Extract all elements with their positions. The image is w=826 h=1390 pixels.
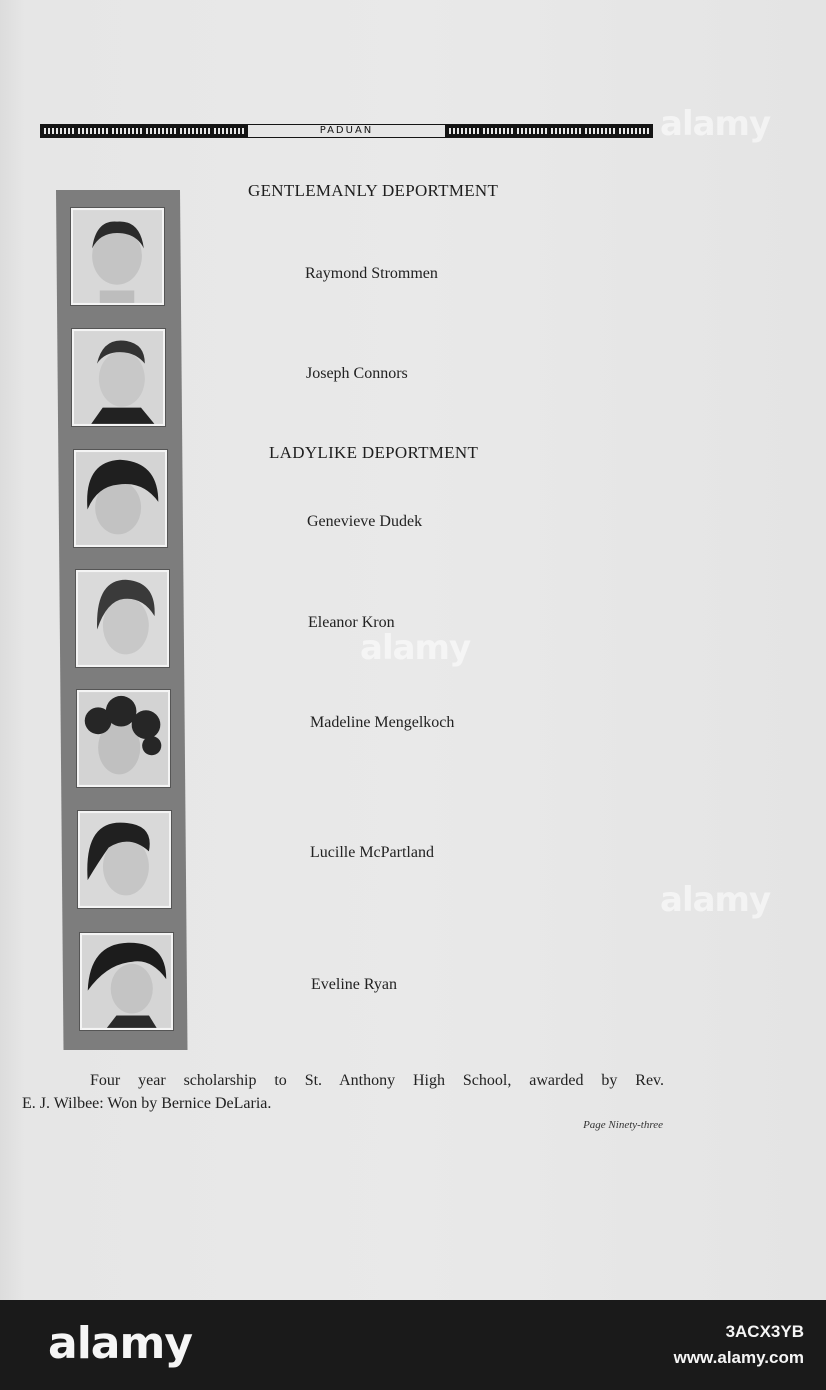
scholarship-note [22,1069,664,1115]
portrait-photo [72,329,165,426]
girl-portrait-icon [78,572,167,665]
girl-portrait-icon [80,813,169,906]
stock-footer [0,1300,826,1390]
portrait-photo [74,450,167,547]
scholarship-line-1: Four year scholarship to St. Anthony High School, awarded by Rev. [90,1072,664,1089]
boy-portrait-icon [73,210,162,303]
portrait-photo [78,811,171,908]
award-name: Lucille McPartland [310,844,434,861]
running-title: PADUAN [248,125,445,137]
header-ornament-right [449,128,649,134]
award-name: Raymond Strommen [305,265,438,282]
scholarship-line-2: E. J. Wilbee: Won by Bernice DeLaria. [22,1095,272,1112]
running-header-bar [40,124,653,138]
award-name: Madeline Mengelkoch [310,714,455,731]
header-ornament-left [44,128,244,134]
award-name: Eveline Ryan [311,976,397,993]
award-name: Eleanor Kron [308,614,395,631]
award-name: Genevieve Dudek [307,513,423,530]
award-name: Joseph Connors [306,365,408,382]
watermark: alamy [360,628,471,668]
section-heading: GENTLEMANLY DEPORTMENT [248,181,499,200]
girl-portrait-icon [79,692,168,785]
image-id: 3ACX3YB [725,1322,804,1341]
portrait-photo [76,570,169,667]
site-url: www.alamy.com [673,1348,804,1367]
portrait-photo [77,690,170,787]
portrait-photo [71,208,164,305]
page-number: Page Ninety-three [583,1119,663,1131]
alamy-logo: alamy [48,1318,192,1369]
watermark: alamy [660,104,771,144]
section-heading: LADYLIKE DEPORTMENT [269,443,479,462]
girl-portrait-icon [82,935,171,1028]
girl-portrait-icon [76,452,165,545]
boy-portrait-icon [74,331,163,424]
watermark: alamy [660,880,771,920]
portrait-photo [80,933,173,1030]
